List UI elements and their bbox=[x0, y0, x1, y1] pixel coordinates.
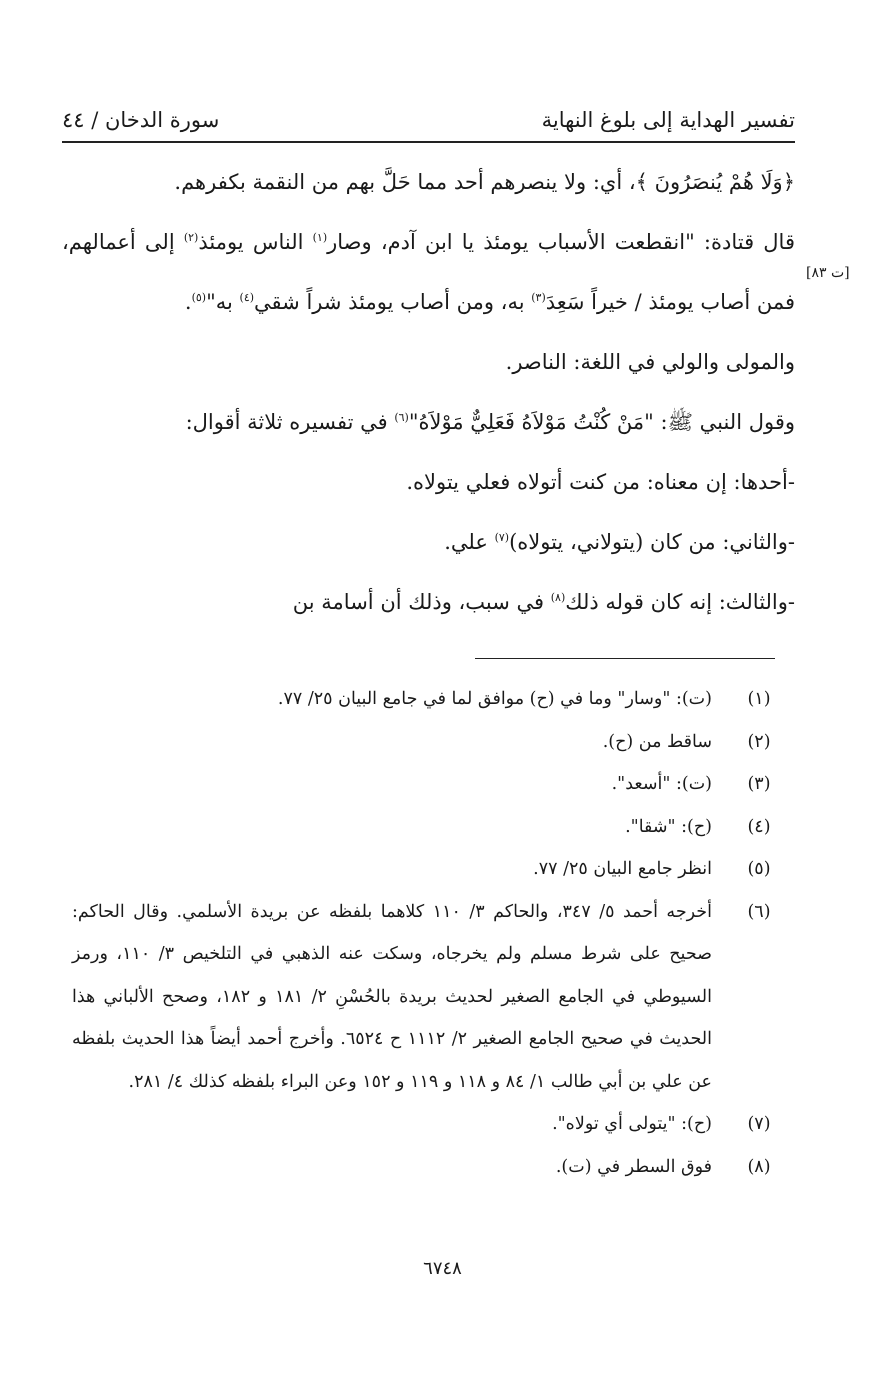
footnote-ref-3[interactable]: (٣) bbox=[531, 291, 546, 304]
footnote-ref-4[interactable]: (٤) bbox=[239, 291, 255, 304]
footnote-item bbox=[72, 806, 780, 849]
footnote-item bbox=[72, 1103, 780, 1146]
footnote-text: (ت): "أسعد". bbox=[611, 774, 712, 794]
footnote-number: (٦) bbox=[747, 901, 771, 922]
footnote-number: (٨) bbox=[747, 1156, 771, 1177]
footnote-ref-2[interactable]: (٢) bbox=[183, 231, 199, 244]
footnote-text: انظر جامع البيان ٢٥/ ٧٧. bbox=[533, 859, 712, 879]
running-header bbox=[62, 92, 795, 132]
footnote-ref-8[interactable]: (٨) bbox=[550, 591, 566, 604]
paragraph-verse-commentary: ﴿وَلَا هُمْ يُنصَرُونَ ﴾، أي: ولا ينصرهم أحد مما حَلَّ بهم من النقمة بكفرهم. bbox=[174, 170, 795, 194]
footnotes bbox=[72, 678, 780, 1188]
footnote-number: (٥) bbox=[747, 859, 771, 879]
footnote-item bbox=[72, 763, 780, 806]
footnote-ref-7[interactable]: (٧) bbox=[494, 531, 510, 544]
footnote-divider bbox=[475, 658, 775, 659]
surah-label: سورة الدخان / ٤٤ bbox=[62, 108, 220, 132]
paragraph-hadith: وقول النبي ﷺ: "مَنْ كُنْتُ مَوْلاَهُ فَعَلِيٌّ مَوْلاَهُ"$^{(٦)}$ في تفسيره ثلاثة أقوال: bbox=[185, 410, 795, 434]
book-title: تفسير الهداية إلى بلوغ النهاية bbox=[541, 108, 795, 132]
footnote-ref-1[interactable]: (١) bbox=[312, 231, 328, 244]
page-number: ٦٧٤٨ bbox=[423, 1258, 462, 1279]
footnote-number: (٤) bbox=[747, 816, 771, 837]
footnote-item bbox=[72, 678, 780, 721]
margin-manuscript-marker: [ت ٨٣] bbox=[806, 265, 850, 281]
footnote-number: (٢) bbox=[747, 731, 771, 752]
footnote-number: (١) bbox=[747, 689, 771, 709]
paragraph-qatada-quote: قال قتادة: "انقطعت الأسباب يومئذ يا ابن آدم، وصار$^{(١)}$ الناس يومئذ$^{(٢)}$ إلى أعمالهم، فمن أصاب يومئذ / خيراً سَعِدَ$^{(٣)}$ به، ومن أصاب يومئذ شراً شقي$^{(٤)}$ به"$^{(٥)}$. bbox=[62, 230, 795, 314]
footnote-text: (ت): "وسار" وما في (ح) موافق لما في جامع البيان ٢٥/ ٧٧. bbox=[277, 689, 712, 709]
footnote-number: (٣) bbox=[747, 774, 771, 794]
footnote-number: (٧) bbox=[747, 1114, 771, 1134]
footnote-text: (ح): "شقا". bbox=[625, 816, 712, 837]
footnote-ref-5[interactable]: (٥) bbox=[191, 291, 207, 304]
footnote-text: أخرجه أحمد ٥/ ٣٤٧، والحاكم ٣/ ١١٠ كلاهما بلفظه عن بريدة الأسلمي. وقال الحاكم: صحيح على شرط مسلم ولم يخرجاه، وسكت عنه الذهبي في التلخيص ٣/ ١١٠، ورمز السيوطي في الجامع الصغير لحديث بريدة بالحُسْنِ ٢/ ١٨١ و ١٨٢، وصحح الألباني هذا الحديث في صحيح الجامع الصغير ٢/ ١١١٢ ح ٦٥٢٤. وأخرج أحمد أيضاً هذا الحديث بلفظه عن علي بن أبي طالب ١/ ٨٤ و ١١٨ و ١١٩ و ١٥٢ وعن البراء بلفظه كذلك ٤/ ٢٨١. bbox=[72, 901, 712, 1092]
paragraph-opinion-3: -والثالث: إنه كان قوله ذلك$^{(٨)}$ في سبب، وذلك أن أسامة بن bbox=[292, 590, 795, 614]
footnote-text: ساقط من (ح). bbox=[602, 731, 712, 752]
footnote-ref-6[interactable]: (٦) bbox=[394, 411, 409, 424]
header-divider bbox=[62, 141, 795, 143]
paragraph-opinion-2: -والثاني: من كان (يتولاني، يتولاه)$^{(٧)}$ علي. bbox=[444, 530, 795, 554]
paragraph-opinion-1: -أحدها: إن معناه: من كنت أتولاه فعلي يتولاه. bbox=[406, 470, 795, 494]
footnote-item bbox=[72, 1146, 780, 1189]
main-text bbox=[62, 152, 795, 632]
footnote-text: (ح): "يتولى أي تولاه". bbox=[552, 1114, 712, 1134]
paragraph-lexical-meaning: والمولى والولي في اللغة: الناصر. bbox=[505, 350, 795, 374]
footnote-item bbox=[72, 721, 780, 764]
footnote-item bbox=[72, 848, 780, 891]
footnote-text: فوق السطر في (ت). bbox=[555, 1156, 712, 1177]
footnote-item bbox=[72, 891, 780, 1104]
